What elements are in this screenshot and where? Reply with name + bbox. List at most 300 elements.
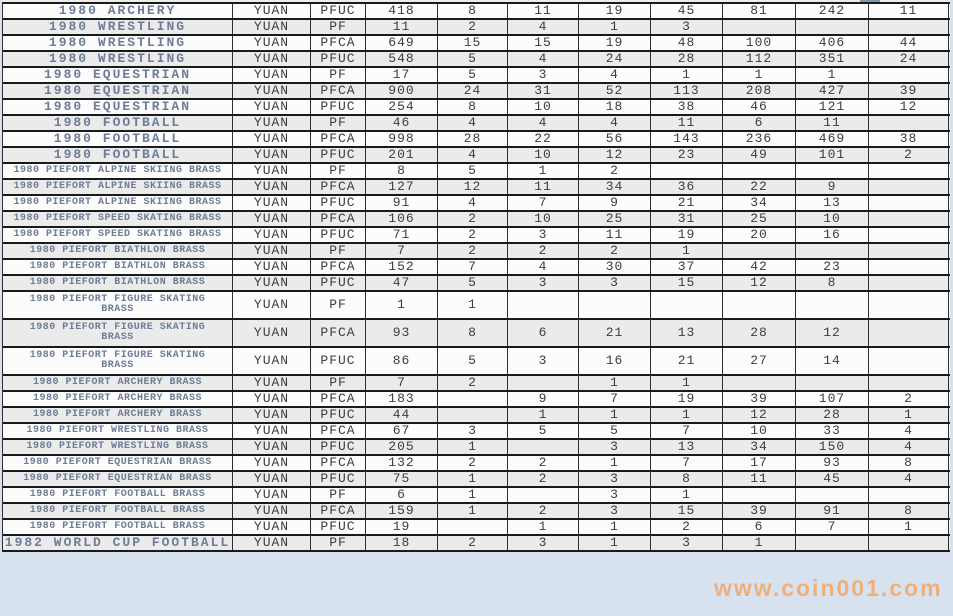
value-cell: 5 <box>438 164 508 178</box>
currency-cell: YUAN <box>233 424 311 438</box>
value-cell <box>796 244 869 258</box>
value-cell: 2 <box>508 472 579 486</box>
currency-cell: YUAN <box>233 408 311 422</box>
value-cell: 3 <box>508 276 579 290</box>
value-cell: 10 <box>508 100 579 114</box>
value-cell: 91 <box>366 196 438 210</box>
grade-cell: PFUC <box>311 472 366 486</box>
value-cell: 30 <box>579 260 651 274</box>
value-cell: 1 <box>579 536 651 550</box>
value-cell: 12 <box>869 100 949 114</box>
value-cell: 45 <box>651 4 723 18</box>
value-cell: 2 <box>508 456 579 470</box>
table-row <box>3 276 950 292</box>
grade-cell: PF <box>311 244 366 258</box>
coin-name-cell[interactable]: 1980 PIEFORT ALPINE SKIING BRASS <box>3 164 233 178</box>
value-cell: 5 <box>438 276 508 290</box>
coin-name-cell[interactable]: 1980 PIEFORT BIATHLON BRASS <box>3 244 233 258</box>
table-row <box>3 424 950 440</box>
value-cell <box>869 164 949 178</box>
value-cell <box>723 20 796 34</box>
value-cell <box>796 488 869 502</box>
table-row <box>3 472 950 488</box>
value-cell: 67 <box>366 424 438 438</box>
value-cell: 21 <box>651 196 723 210</box>
table-row <box>3 348 950 376</box>
value-cell: 548 <box>366 52 438 66</box>
value-cell: 3 <box>438 424 508 438</box>
value-cell: 4 <box>869 424 949 438</box>
currency-cell: YUAN <box>233 196 311 210</box>
value-cell: 24 <box>579 52 651 66</box>
value-cell: 1 <box>438 504 508 518</box>
coin-name-cell[interactable]: 1980 PIEFORT BIATHLON BRASS <box>3 260 233 274</box>
value-cell: 101 <box>796 148 869 162</box>
value-cell: 19 <box>366 520 438 534</box>
value-cell: 418 <box>366 4 438 18</box>
value-cell: 406 <box>796 36 869 50</box>
value-cell: 34 <box>723 440 796 454</box>
value-cell: 19 <box>579 4 651 18</box>
value-cell: 8 <box>438 4 508 18</box>
value-cell: 4 <box>508 260 579 274</box>
value-cell: 11 <box>579 228 651 242</box>
coin-name-cell[interactable]: 1980 PIEFORT FOOTBALL BRASS <box>3 488 233 502</box>
grade-cell: PF <box>311 68 366 82</box>
table-row <box>3 228 950 244</box>
grade-cell: PFUC <box>311 100 366 114</box>
table-row <box>3 4 950 20</box>
table-row <box>3 520 950 536</box>
value-cell: 6 <box>508 320 579 346</box>
value-cell: 2 <box>438 228 508 242</box>
value-cell: 2 <box>579 164 651 178</box>
value-cell: 25 <box>723 212 796 226</box>
value-cell: 93 <box>796 456 869 470</box>
value-cell: 1 <box>723 68 796 82</box>
coin-name-cell[interactable]: 1980 PIEFORT ALPINE SKIING BRASS <box>3 180 233 194</box>
value-cell: 132 <box>366 456 438 470</box>
grade-cell: PFCA <box>311 180 366 194</box>
value-cell: 2 <box>508 504 579 518</box>
table-row <box>3 292 950 320</box>
value-cell: 52 <box>579 84 651 98</box>
value-cell: 208 <box>723 84 796 98</box>
value-cell: 469 <box>796 132 869 146</box>
coin-name-cell[interactable]: 1980 FOOTBALL <box>3 116 233 130</box>
value-cell: 100 <box>723 36 796 50</box>
coin-name-cell[interactable]: 1980 EQUESTRIAN <box>3 84 233 98</box>
coin-name-cell[interactable]: 1980 PIEFORT FIGURE SKATING BRASS <box>3 348 233 374</box>
table-row <box>3 488 950 504</box>
value-cell: 12 <box>579 148 651 162</box>
value-cell: 34 <box>579 180 651 194</box>
value-cell: 18 <box>579 100 651 114</box>
value-cell: 20 <box>723 228 796 242</box>
value-cell: 3 <box>651 20 723 34</box>
value-cell: 12 <box>723 276 796 290</box>
value-cell: 33 <box>796 424 869 438</box>
value-cell: 2 <box>438 244 508 258</box>
coin-name-cell[interactable]: 1980 PIEFORT FIGURE SKATING BRASS <box>3 320 233 346</box>
coin-name-cell[interactable]: 1980 FOOTBALL <box>3 148 233 162</box>
value-cell <box>869 320 949 346</box>
value-cell: 4 <box>579 68 651 82</box>
currency-cell: YUAN <box>233 100 311 114</box>
value-cell: 113 <box>651 84 723 98</box>
value-cell: 1 <box>438 440 508 454</box>
value-cell: 12 <box>438 180 508 194</box>
value-cell: 15 <box>438 36 508 50</box>
value-cell: 4 <box>438 116 508 130</box>
table-row <box>3 456 950 472</box>
value-cell: 11 <box>723 472 796 486</box>
value-cell <box>869 536 949 550</box>
value-cell: 2 <box>438 20 508 34</box>
value-cell: 3 <box>579 472 651 486</box>
value-cell <box>796 164 869 178</box>
value-cell: 7 <box>651 424 723 438</box>
value-cell: 46 <box>723 100 796 114</box>
grade-cell: PFCA <box>311 504 366 518</box>
value-cell: 2 <box>508 244 579 258</box>
table-row <box>3 244 950 260</box>
grade-cell: PFUC <box>311 196 366 210</box>
coin-name-cell[interactable]: 1980 PIEFORT WRESTLING BRASS <box>3 440 233 454</box>
table-row <box>3 376 950 392</box>
value-cell: 9 <box>796 180 869 194</box>
value-cell: 1 <box>508 520 579 534</box>
value-cell: 28 <box>438 132 508 146</box>
currency-cell: YUAN <box>233 440 311 454</box>
value-cell <box>869 292 949 318</box>
coin-name-cell[interactable]: 1980 FOOTBALL <box>3 132 233 146</box>
value-cell: 7 <box>508 196 579 210</box>
value-cell: 12 <box>723 408 796 422</box>
coin-name-cell[interactable]: 1980 PIEFORT WRESTLING BRASS <box>3 424 233 438</box>
grade-cell: PF <box>311 20 366 34</box>
value-cell: 1 <box>651 376 723 390</box>
coin-name-cell[interactable]: 1980 EQUESTRIAN <box>3 100 233 114</box>
grade-cell: PFUC <box>311 52 366 66</box>
value-cell: 5 <box>508 424 579 438</box>
currency-cell: YUAN <box>233 320 311 346</box>
value-cell: 2 <box>438 212 508 226</box>
value-cell <box>438 520 508 534</box>
value-cell: 10 <box>796 212 869 226</box>
value-cell: 49 <box>723 148 796 162</box>
value-cell: 16 <box>796 228 869 242</box>
coin-name-cell[interactable]: 1980 PIEFORT SPEED SKATING BRASS <box>3 212 233 226</box>
value-cell: 4 <box>508 116 579 130</box>
value-cell <box>869 212 949 226</box>
value-cell: 56 <box>579 132 651 146</box>
currency-cell: YUAN <box>233 68 311 82</box>
value-cell: 4 <box>869 440 949 454</box>
value-cell: 1 <box>651 68 723 82</box>
value-cell: 27 <box>723 348 796 374</box>
grade-cell: PF <box>311 488 366 502</box>
currency-cell: YUAN <box>233 536 311 550</box>
value-cell: 13 <box>651 320 723 346</box>
value-cell: 7 <box>651 456 723 470</box>
value-cell <box>651 164 723 178</box>
value-cell: 10 <box>508 212 579 226</box>
grade-cell: PFCA <box>311 132 366 146</box>
currency-cell: YUAN <box>233 52 311 66</box>
currency-cell: YUAN <box>233 472 311 486</box>
value-cell: 1 <box>796 68 869 82</box>
value-cell: 1 <box>508 164 579 178</box>
value-cell: 15 <box>651 276 723 290</box>
value-cell: 3 <box>508 228 579 242</box>
coin-name-cell[interactable]: 1980 PIEFORT SPEED SKATING BRASS <box>3 228 233 242</box>
value-cell: 28 <box>723 320 796 346</box>
value-cell: 3 <box>508 348 579 374</box>
value-cell: 201 <box>366 148 438 162</box>
value-cell <box>796 20 869 34</box>
value-cell: 1 <box>579 376 651 390</box>
value-cell: 427 <box>796 84 869 98</box>
coin-name-cell[interactable]: 1980 PIEFORT ARCHERY BRASS <box>3 376 233 390</box>
currency-cell: YUAN <box>233 392 311 406</box>
grade-cell: PFCA <box>311 320 366 346</box>
value-cell: 4 <box>438 196 508 210</box>
value-cell: 1 <box>869 408 949 422</box>
coin-name-cell[interactable]: 1980 PIEFORT ALPINE SKIING BRASS <box>3 196 233 210</box>
table-row <box>3 52 950 68</box>
value-cell: 11 <box>508 180 579 194</box>
currency-cell: YUAN <box>233 504 311 518</box>
value-cell: 34 <box>723 196 796 210</box>
coin-name-cell[interactable]: 1980 PIEFORT ARCHERY BRASS <box>3 408 233 422</box>
value-cell: 44 <box>869 36 949 50</box>
grade-cell: PF <box>311 116 366 130</box>
value-cell: 1 <box>579 20 651 34</box>
value-cell: 14 <box>796 348 869 374</box>
value-cell: 112 <box>723 52 796 66</box>
value-cell: 19 <box>579 36 651 50</box>
table-row <box>3 148 950 164</box>
coin-name-cell[interactable]: 1980 PIEFORT FOOTBALL BRASS <box>3 504 233 518</box>
value-cell: 1 <box>508 408 579 422</box>
coin-name-cell[interactable]: 1980 WRESTLING <box>3 36 233 50</box>
coin-name-cell[interactable]: 1980 PIEFORT EQUESTRIAN BRASS <box>3 472 233 486</box>
currency-cell: YUAN <box>233 276 311 290</box>
table-row <box>3 180 950 196</box>
currency-cell: YUAN <box>233 148 311 162</box>
currency-cell: YUAN <box>233 228 311 242</box>
coin-name-cell[interactable]: 1980 PIEFORT FIGURE SKATING BRASS <box>3 292 233 318</box>
value-cell: 39 <box>723 392 796 406</box>
value-cell <box>869 116 949 130</box>
value-cell <box>869 68 949 82</box>
value-cell <box>438 408 508 422</box>
value-cell <box>869 348 949 374</box>
value-cell: 3 <box>579 488 651 502</box>
coin-name-cell[interactable]: 1980 ARCHERY <box>3 4 233 18</box>
value-cell: 3 <box>579 440 651 454</box>
value-cell <box>869 276 949 290</box>
value-cell: 21 <box>579 320 651 346</box>
value-cell: 8 <box>438 320 508 346</box>
value-cell: 5 <box>438 68 508 82</box>
value-cell: 31 <box>651 212 723 226</box>
table-row <box>3 100 950 116</box>
coin-name-cell[interactable]: 1980 WRESTLING <box>3 20 233 34</box>
value-cell: 38 <box>869 132 949 146</box>
value-cell: 254 <box>366 100 438 114</box>
value-cell: 1 <box>579 520 651 534</box>
table-row <box>3 132 950 148</box>
value-cell <box>723 292 796 318</box>
value-cell: 39 <box>723 504 796 518</box>
value-cell: 107 <box>796 392 869 406</box>
value-cell: 9 <box>508 392 579 406</box>
value-cell: 15 <box>651 504 723 518</box>
grade-cell: PFUC <box>311 408 366 422</box>
value-cell <box>869 196 949 210</box>
grade-cell: PFCA <box>311 84 366 98</box>
currency-cell: YUAN <box>233 116 311 130</box>
table-row <box>3 504 950 520</box>
value-cell: 93 <box>366 320 438 346</box>
value-cell <box>796 536 869 550</box>
value-cell: 6 <box>723 520 796 534</box>
value-cell: 48 <box>651 36 723 50</box>
coin-name-cell[interactable]: 1980 WRESTLING <box>3 52 233 66</box>
value-cell: 8 <box>869 504 949 518</box>
value-cell: 121 <box>796 100 869 114</box>
value-cell: 6 <box>723 116 796 130</box>
table-row <box>3 84 950 100</box>
value-cell <box>579 292 651 318</box>
value-cell <box>723 376 796 390</box>
value-cell: 649 <box>366 36 438 50</box>
value-cell <box>869 260 949 274</box>
value-cell: 42 <box>723 260 796 274</box>
grade-cell: PFCA <box>311 456 366 470</box>
value-cell: 2 <box>438 376 508 390</box>
value-cell: 7 <box>796 520 869 534</box>
value-cell: 13 <box>796 196 869 210</box>
value-cell <box>508 488 579 502</box>
value-cell <box>869 244 949 258</box>
value-cell: 19 <box>651 228 723 242</box>
value-cell: 143 <box>651 132 723 146</box>
value-cell <box>796 376 869 390</box>
value-cell <box>869 20 949 34</box>
currency-cell: YUAN <box>233 376 311 390</box>
currency-cell: YUAN <box>233 132 311 146</box>
currency-cell: YUAN <box>233 180 311 194</box>
coin-name-cell[interactable]: 1980 PIEFORT FOOTBALL BRASS <box>3 520 233 534</box>
grade-cell: PF <box>311 164 366 178</box>
grade-cell: PFCA <box>311 260 366 274</box>
value-cell: 8 <box>366 164 438 178</box>
grade-cell: PF <box>311 376 366 390</box>
value-cell: 7 <box>366 376 438 390</box>
value-cell <box>869 228 949 242</box>
coin-name-cell[interactable]: 1980 EQUESTRIAN <box>3 68 233 82</box>
value-cell: 7 <box>366 244 438 258</box>
grade-cell: PFCA <box>311 392 366 406</box>
value-cell: 44 <box>366 408 438 422</box>
value-cell: 351 <box>796 52 869 66</box>
value-cell: 10 <box>723 424 796 438</box>
coin-name-cell[interactable]: 1980 PIEFORT BIATHLON BRASS <box>3 276 233 290</box>
value-cell <box>723 488 796 502</box>
value-cell: 1 <box>651 244 723 258</box>
value-cell: 22 <box>723 180 796 194</box>
table-row <box>3 440 950 456</box>
grade-cell: PFUC <box>311 4 366 18</box>
value-cell: 1 <box>579 456 651 470</box>
value-cell <box>796 292 869 318</box>
value-cell: 31 <box>508 84 579 98</box>
table-row <box>3 20 950 36</box>
currency-cell: YUAN <box>233 36 311 50</box>
table-row <box>3 36 950 52</box>
value-cell: 8 <box>869 456 949 470</box>
currency-cell: YUAN <box>233 244 311 258</box>
value-cell <box>508 292 579 318</box>
value-cell: 4 <box>869 472 949 486</box>
grade-cell: PFUC <box>311 440 366 454</box>
value-cell: 2 <box>438 536 508 550</box>
value-cell: 17 <box>723 456 796 470</box>
value-cell: 12 <box>796 320 869 346</box>
value-cell: 24 <box>869 52 949 66</box>
grade-cell: PFUC <box>311 276 366 290</box>
table-row <box>3 408 950 424</box>
value-cell: 21 <box>651 348 723 374</box>
grade-cell: PFUC <box>311 228 366 242</box>
site-watermark: www.coin001.com <box>714 575 943 601</box>
table-row <box>3 68 950 84</box>
value-cell: 37 <box>651 260 723 274</box>
value-cell: 3 <box>508 68 579 82</box>
coin-name-cell[interactable]: 1980 PIEFORT ARCHERY BRASS <box>3 392 233 406</box>
currency-cell: YUAN <box>233 260 311 274</box>
coin-name-cell[interactable]: 1982 WORLD CUP FOOTBALL <box>3 536 233 550</box>
value-cell: 13 <box>651 440 723 454</box>
value-cell: 1 <box>438 292 508 318</box>
table-row <box>3 536 950 552</box>
coin-name-cell[interactable]: 1980 PIEFORT EQUESTRIAN BRASS <box>3 456 233 470</box>
value-cell: 1 <box>438 488 508 502</box>
value-cell <box>651 292 723 318</box>
value-cell: 7 <box>438 260 508 274</box>
value-cell: 8 <box>438 100 508 114</box>
currency-cell: YUAN <box>233 456 311 470</box>
value-cell: 150 <box>796 440 869 454</box>
value-cell: 183 <box>366 392 438 406</box>
value-cell: 28 <box>796 408 869 422</box>
value-cell: 3 <box>651 536 723 550</box>
currency-cell: YUAN <box>233 520 311 534</box>
table-row <box>3 260 950 276</box>
value-cell: 900 <box>366 84 438 98</box>
value-cell: 159 <box>366 504 438 518</box>
currency-cell: YUAN <box>233 164 311 178</box>
value-cell: 8 <box>796 276 869 290</box>
grade-cell: PFUC <box>311 148 366 162</box>
value-cell <box>869 488 949 502</box>
value-cell: 1 <box>438 472 508 486</box>
value-cell: 5 <box>438 52 508 66</box>
currency-cell: YUAN <box>233 348 311 374</box>
